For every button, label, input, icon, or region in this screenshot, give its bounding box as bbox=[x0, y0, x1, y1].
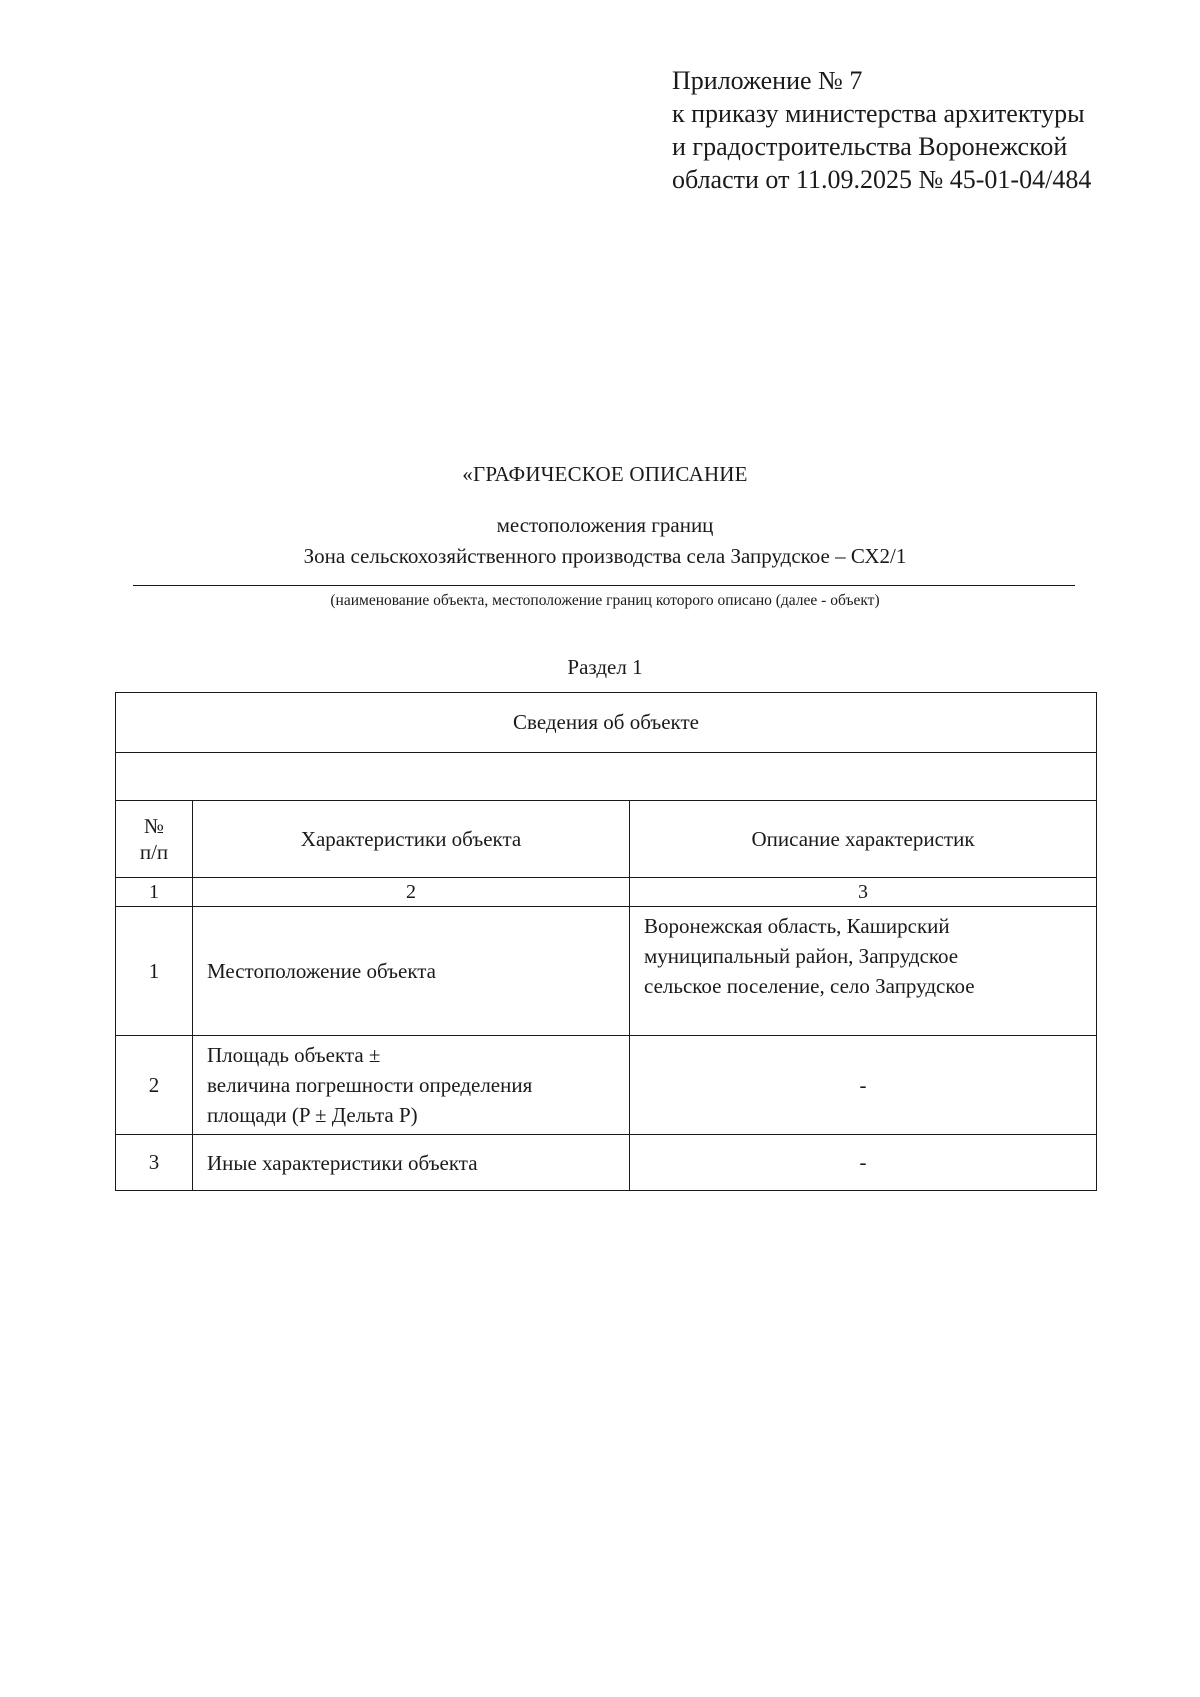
table-row bbox=[116, 1135, 1097, 1191]
row-label-line: величина погрешности определения bbox=[207, 1073, 533, 1097]
row-label: Иные характеристики объекта bbox=[193, 1135, 630, 1191]
appendix-line: к приказу министерства архитектуры bbox=[672, 99, 1085, 128]
row-number: 1 bbox=[116, 907, 193, 1036]
document-title: «ГРАФИЧЕСКОЕ ОПИСАНИЕ bbox=[462, 462, 748, 486]
table-heading-row bbox=[116, 693, 1097, 753]
appendix-line: Приложение № 7 bbox=[672, 66, 863, 95]
column-header-description: Описание характеристик bbox=[630, 801, 1097, 878]
section-label: Раздел 1 bbox=[567, 655, 643, 679]
table-heading: Сведения об объекте bbox=[116, 693, 1097, 753]
object-name-hint: (наименование объекта, местоположение границ которого описано (далее - объект) bbox=[330, 592, 880, 609]
row-value: - bbox=[630, 1135, 1097, 1191]
row-number: 3 bbox=[116, 1135, 193, 1191]
row-label bbox=[193, 1036, 630, 1135]
document-subtitle: местоположения границ bbox=[496, 513, 714, 537]
object-name: Зона сельскохозяйственного производства села Запрудское – СХ2/1 bbox=[303, 544, 907, 568]
appendix-line: области от 11.09.2025 № 45-01-04/484 bbox=[672, 165, 1092, 194]
table-column-number-row bbox=[116, 878, 1097, 907]
table-row bbox=[116, 907, 1097, 1036]
column-header-number-line: п/п bbox=[139, 840, 169, 864]
appendix-note bbox=[672, 64, 1192, 196]
object-info-table bbox=[115, 692, 1097, 1191]
table-blank-row bbox=[116, 753, 1097, 801]
column-number: 1 bbox=[116, 878, 193, 907]
row-value bbox=[630, 907, 1097, 1036]
table-blank-cell bbox=[116, 753, 1097, 801]
column-header-characteristics: Характеристики объекта bbox=[193, 801, 630, 878]
row-value-line: Воронежская область, Каширский bbox=[644, 914, 950, 938]
table-column-header-row bbox=[116, 801, 1097, 878]
row-value-line: сельское поселение, село Запрудское bbox=[644, 974, 975, 998]
row-number: 2 bbox=[116, 1036, 193, 1135]
object-name-underline bbox=[133, 585, 1075, 586]
row-value-line: муниципальный район, Запрудское bbox=[644, 944, 959, 968]
table-row bbox=[116, 1036, 1097, 1135]
column-number: 3 bbox=[630, 878, 1097, 907]
row-label: Местоположение объекта bbox=[193, 907, 630, 1036]
column-header-number-line: № bbox=[143, 814, 165, 838]
row-label-line: площади (P ± Дельта P) bbox=[207, 1103, 418, 1127]
column-header-number bbox=[116, 801, 193, 878]
row-label-line: Площадь объекта ± bbox=[207, 1043, 381, 1067]
row-value: - bbox=[630, 1036, 1097, 1135]
appendix-line: и градостроительства Воронежской bbox=[672, 132, 1068, 161]
column-number: 2 bbox=[193, 878, 630, 907]
